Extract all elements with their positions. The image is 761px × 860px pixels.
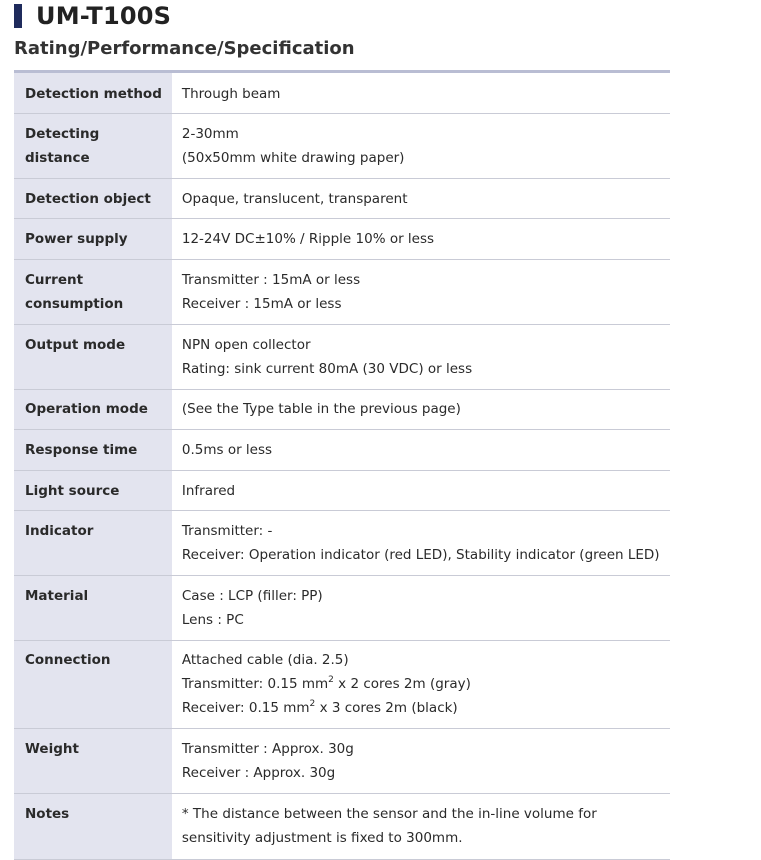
spec-label: Notes <box>14 794 172 860</box>
spec-value: Case : LCP (filler: PP) Lens : PC <box>172 576 670 641</box>
spec-row-notes <box>14 794 670 860</box>
spec-value: Transmitter : Approx. 30g Receiver : Approx. 30g <box>172 729 670 794</box>
spec-value: NPN open collector Rating: sink current 80mA (30 VDC) or less <box>172 325 670 390</box>
spec-value: Attached cable (dia. 2.5) Transmitter: 0.15 $mm^2$ x 2 cores 2m (gray) Receiver: 0.15 $mm^2$ x 3 cores 2m (black) <box>172 641 670 729</box>
spec-table <box>14 70 670 860</box>
spec-value: Transmitter: - Receiver: Operation indicator (red LED), Stability indicator (green LED) <box>172 511 670 576</box>
spec-value: Opaque, translucent, transparent <box>172 179 670 219</box>
spec-label: Response time <box>14 430 172 471</box>
spec-label: Light source <box>14 471 172 511</box>
spec-value: * The distance between the sensor and the in-line volume for sensitivity adjustment is fixed to 300mm. <box>172 794 670 860</box>
connection-receiver-line: Receiver: 0.15 $mm^2$ x 3 cores 2m (black) <box>181 698 458 716</box>
spec-label: Detection method <box>14 72 172 114</box>
spec-row-connection <box>14 641 670 729</box>
spec-label: Output mode <box>14 325 172 390</box>
spec-row-indicator <box>14 511 670 576</box>
spec-row-weight <box>14 729 670 794</box>
spec-value: 2-30mm (50x50mm white drawing paper) <box>172 114 670 179</box>
spec-row-operation-mode <box>14 390 670 430</box>
spec-label: Current consumption <box>14 260 172 325</box>
spec-value: Transmitter : 15mA or less Receiver : 15mA or less <box>172 260 670 325</box>
spec-value: (See the Type table in the previous page) <box>172 390 670 430</box>
spec-row-material <box>14 576 670 641</box>
spec-label: Material <box>14 576 172 641</box>
spec-value: 12-24V DC±10% / Ripple 10% or less <box>172 219 670 260</box>
connection-transmitter-line: Transmitter: 0.15 $mm^2$ x 2 cores 2m (gray) <box>181 674 471 692</box>
spec-row-output-mode <box>14 325 670 390</box>
spec-value: Infrared <box>172 471 670 511</box>
spec-label: Detection object <box>14 179 172 219</box>
spec-row-response-time <box>14 430 670 471</box>
page-header <box>14 2 171 30</box>
spec-value: 0.5ms or less <box>172 430 670 471</box>
spec-label: Detecting distance <box>14 114 172 179</box>
spec-row-detection-method <box>14 72 670 114</box>
spec-row-detecting-distance <box>14 114 670 179</box>
spec-row-light-source <box>14 471 670 511</box>
spec-label: Power supply <box>14 219 172 260</box>
spec-label: Operation mode <box>14 390 172 430</box>
spec-row-detection-object <box>14 179 670 219</box>
section-title: Rating/Performance/Specification <box>14 38 355 59</box>
spec-label: Connection <box>14 641 172 729</box>
spec-value: Through beam <box>172 72 670 114</box>
spec-row-current-consumption <box>14 260 670 325</box>
product-title: UM-T100S <box>36 2 172 30</box>
title-accent-bar <box>14 4 22 28</box>
spec-row-power-supply <box>14 219 670 260</box>
spec-label: Indicator <box>14 511 172 576</box>
spec-label: Weight <box>14 729 172 794</box>
